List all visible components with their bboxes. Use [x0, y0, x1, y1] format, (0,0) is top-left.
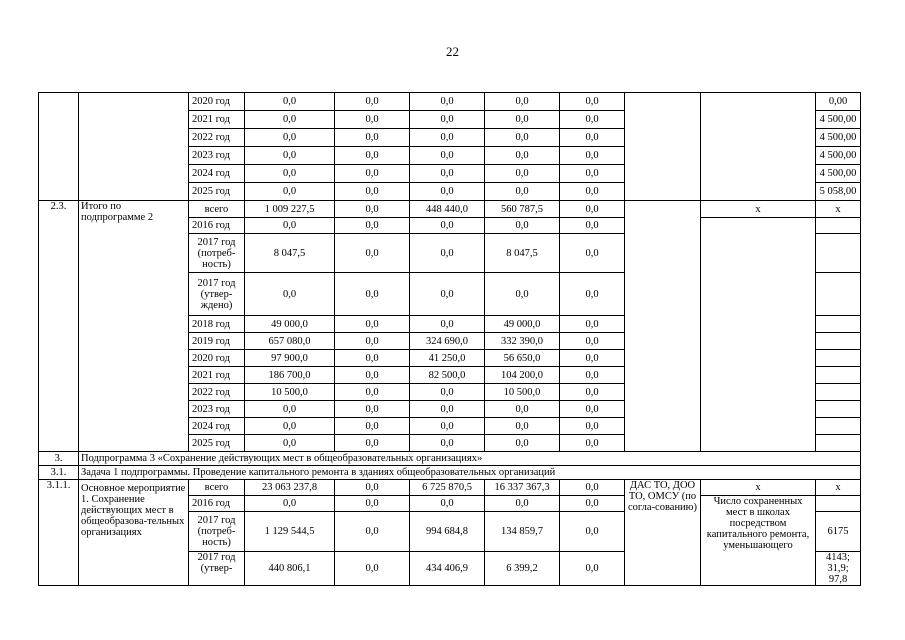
indicator-x: х	[816, 480, 861, 496]
cell-num	[39, 93, 79, 201]
value-regional: 448 440,0	[410, 201, 485, 218]
value-total: 1 129 544,5	[245, 512, 335, 552]
value-local: 0,0	[485, 183, 560, 201]
value-local: 104 200,0	[485, 367, 560, 384]
year-cell: 2024 год	[189, 418, 245, 435]
value-regional: 0,0	[410, 93, 485, 111]
value-total: 23 063 237,8	[245, 480, 335, 496]
value-local: 0,0	[485, 418, 560, 435]
value-other: 0,0	[560, 350, 625, 367]
indicator-value: 5 058,00	[816, 183, 861, 201]
value-other: 0,0	[560, 273, 625, 316]
value-federal: 0,0	[335, 401, 410, 418]
section-row	[39, 452, 861, 466]
indicator-value	[816, 350, 861, 367]
value-local: 0,0	[485, 93, 560, 111]
value-local: 0,0	[485, 496, 560, 512]
value-other: 0,0	[560, 418, 625, 435]
value-federal: 0,0	[335, 129, 410, 147]
indicator-value	[816, 401, 861, 418]
indicator-x: х	[701, 480, 816, 496]
value-total: 186 700,0	[245, 367, 335, 384]
value-regional: 0,0	[410, 183, 485, 201]
page-number: 22	[446, 44, 459, 59]
value-regional: 0,0	[410, 418, 485, 435]
value-other: 0,0	[560, 183, 625, 201]
value-other: 0,0	[560, 401, 625, 418]
value-local: 560 787,5	[485, 201, 560, 218]
year-cell: 2022 год	[189, 129, 245, 147]
value-regional: 0,0	[410, 316, 485, 333]
value-total: 0,0	[245, 496, 335, 512]
row-title: Основное мероприятие 1. Сохранение действующих мест в общеобразова-тельных организациях	[79, 480, 189, 586]
value-federal: 0,0	[335, 496, 410, 512]
value-local: 10 500,0	[485, 384, 560, 401]
value-other: 0,0	[560, 367, 625, 384]
year-cell: 2016 год	[189, 218, 245, 234]
value-total: 0,0	[245, 183, 335, 201]
row-title: Итого по подпрограмме 2	[79, 201, 189, 452]
value-regional: 0,0	[410, 111, 485, 129]
value-regional: 0,0	[410, 218, 485, 234]
value-local: 16 337 367,3	[485, 480, 560, 496]
indicator-value	[816, 367, 861, 384]
value-total: 0,0	[245, 218, 335, 234]
indicator-value: 0,00	[816, 93, 861, 111]
value-local: 0,0	[485, 401, 560, 418]
cell-name	[79, 93, 189, 201]
value-other: 0,0	[560, 316, 625, 333]
value-total: 1 009 227,5	[245, 201, 335, 218]
value-other: 0,0	[560, 384, 625, 401]
value-federal: 0,0	[335, 165, 410, 183]
value-local: 0,0	[485, 147, 560, 165]
value-federal: 0,0	[335, 316, 410, 333]
indicator-value	[816, 218, 861, 234]
value-federal: 0,0	[335, 384, 410, 401]
value-total: 97 900,0	[245, 350, 335, 367]
value-local: 0,0	[485, 129, 560, 147]
year-cell: всего	[189, 201, 245, 218]
indicator-x: х	[816, 201, 861, 218]
value-local: 0,0	[485, 111, 560, 129]
value-total: 49 000,0	[245, 316, 335, 333]
section-title: Подпрограмма 3 «Сохранение действующих мест в общеобразовательных организациях»	[79, 452, 861, 466]
value-regional: 0,0	[410, 496, 485, 512]
value-regional: 0,0	[410, 165, 485, 183]
cell-indicator	[701, 93, 816, 201]
value-federal: 0,0	[335, 234, 410, 273]
cell-executor	[625, 201, 701, 452]
value-total: 10 500,0	[245, 384, 335, 401]
year-cell: всего	[189, 480, 245, 496]
year-cell: 2023 год	[189, 147, 245, 165]
table-row	[39, 201, 861, 218]
value-federal: 0,0	[335, 435, 410, 452]
value-other: 0,0	[560, 552, 625, 586]
value-other: 0,0	[560, 496, 625, 512]
value-other: 0,0	[560, 333, 625, 350]
year-cell: 2017 год (потреб-ность)	[189, 512, 245, 552]
year-cell: 2025 год	[189, 435, 245, 452]
value-local: 56 650,0	[485, 350, 560, 367]
year-cell: 2022 год	[189, 384, 245, 401]
indicator-x: х	[701, 201, 816, 218]
value-total: 0,0	[245, 401, 335, 418]
year-cell: 2017 год (потреб-ность)	[189, 234, 245, 273]
row-number: 3.1.1.	[39, 480, 79, 586]
value-regional: 994 684,8	[410, 512, 485, 552]
value-local: 0,0	[485, 165, 560, 183]
indicator-value	[816, 234, 861, 273]
value-federal: 0,0	[335, 147, 410, 165]
value-total: 8 047,5	[245, 234, 335, 273]
indicator-value	[816, 435, 861, 452]
year-cell: 2021 год	[189, 111, 245, 129]
value-other: 0,0	[560, 218, 625, 234]
value-federal: 0,0	[335, 480, 410, 496]
value-other: 0,0	[560, 147, 625, 165]
value-federal: 0,0	[335, 218, 410, 234]
value-local: 6 399,2	[485, 552, 560, 586]
row-number: 2.3.	[39, 201, 79, 452]
value-regional: 0,0	[410, 234, 485, 273]
value-regional: 0,0	[410, 273, 485, 316]
value-regional: 0,0	[410, 401, 485, 418]
value-federal: 0,0	[335, 333, 410, 350]
cell-executor: ДАС ТО, ДОО ТО, ОМСУ (по согла-сованию)	[625, 480, 701, 586]
value-other: 0,0	[560, 129, 625, 147]
value-local: 134 859,7	[485, 512, 560, 552]
indicator-value	[816, 384, 861, 401]
year-cell: 2023 год	[189, 401, 245, 418]
indicator-description: Число сохраненных мест в школах посредством капитального ремонта, уменьшающего	[701, 496, 816, 586]
indicator-value	[816, 333, 861, 350]
value-federal: 0,0	[335, 552, 410, 586]
year-cell: 2016 год	[189, 496, 245, 512]
value-federal: 0,0	[335, 111, 410, 129]
value-other: 0,0	[560, 512, 625, 552]
table-row	[39, 93, 861, 111]
indicator-value	[816, 418, 861, 435]
value-regional: 6 725 870,5	[410, 480, 485, 496]
year-cell: 2017 год (утвер-	[189, 552, 245, 586]
value-regional: 41 250,0	[410, 350, 485, 367]
value-total: 0,0	[245, 147, 335, 165]
value-regional: 0,0	[410, 147, 485, 165]
value-other: 0,0	[560, 435, 625, 452]
value-local: 0,0	[485, 218, 560, 234]
section-title: Задача 1 подпрограммы. Проведение капитального ремонта в зданиях общеобразовательных организаций	[79, 466, 861, 480]
year-cell: 2017 год (утвер-ждено)	[189, 273, 245, 316]
value-federal: 0,0	[335, 418, 410, 435]
value-other: 0,0	[560, 480, 625, 496]
year-cell: 2025 год	[189, 183, 245, 201]
section-row	[39, 466, 861, 480]
value-federal: 0,0	[335, 512, 410, 552]
value-federal: 0,0	[335, 183, 410, 201]
value-local: 0,0	[485, 435, 560, 452]
year-cell: 2020 год	[189, 350, 245, 367]
indicator-value: 6175	[816, 512, 861, 552]
value-total: 0,0	[245, 93, 335, 111]
value-other: 0,0	[560, 93, 625, 111]
value-federal: 0,0	[335, 350, 410, 367]
value-other: 0,0	[560, 111, 625, 129]
section-number: 3.1.	[39, 466, 79, 480]
value-regional: 324 690,0	[410, 333, 485, 350]
budget-table	[38, 92, 861, 586]
value-regional: 0,0	[410, 384, 485, 401]
value-local: 49 000,0	[485, 316, 560, 333]
year-cell: 2020 год	[189, 93, 245, 111]
year-cell: 2018 год	[189, 316, 245, 333]
value-total: 0,0	[245, 129, 335, 147]
indicator-value: 4 500,00	[816, 111, 861, 129]
cell-executor	[625, 93, 701, 201]
value-total: 0,0	[245, 418, 335, 435]
value-total: 657 080,0	[245, 333, 335, 350]
indicator-value: 4 500,00	[816, 147, 861, 165]
value-total: 440 806,1	[245, 552, 335, 586]
value-other: 0,0	[560, 165, 625, 183]
indicator-value	[816, 273, 861, 316]
indicator-value: 4 500,00	[816, 165, 861, 183]
indicator-value: 4143; 31,9; 97,8	[816, 552, 861, 586]
value-regional: 0,0	[410, 129, 485, 147]
value-total: 0,0	[245, 111, 335, 129]
indicator-value	[816, 496, 861, 512]
year-cell: 2019 год	[189, 333, 245, 350]
value-federal: 0,0	[335, 367, 410, 384]
indicator-value: 4 500,00	[816, 129, 861, 147]
value-local: 8 047,5	[485, 234, 560, 273]
value-total: 0,0	[245, 435, 335, 452]
section-number: 3.	[39, 452, 79, 466]
value-other: 0,0	[560, 201, 625, 218]
cell-indicator	[701, 218, 816, 452]
value-federal: 0,0	[335, 273, 410, 316]
value-local: 332 390,0	[485, 333, 560, 350]
value-other: 0,0	[560, 234, 625, 273]
value-regional: 0,0	[410, 435, 485, 452]
value-regional: 82 500,0	[410, 367, 485, 384]
value-total: 0,0	[245, 165, 335, 183]
year-cell: 2021 год	[189, 367, 245, 384]
year-cell: 2024 год	[189, 165, 245, 183]
value-federal: 0,0	[335, 93, 410, 111]
table-row	[39, 480, 861, 496]
value-regional: 434 406,9	[410, 552, 485, 586]
value-local: 0,0	[485, 273, 560, 316]
indicator-value	[816, 316, 861, 333]
value-total: 0,0	[245, 273, 335, 316]
value-federal: 0,0	[335, 201, 410, 218]
